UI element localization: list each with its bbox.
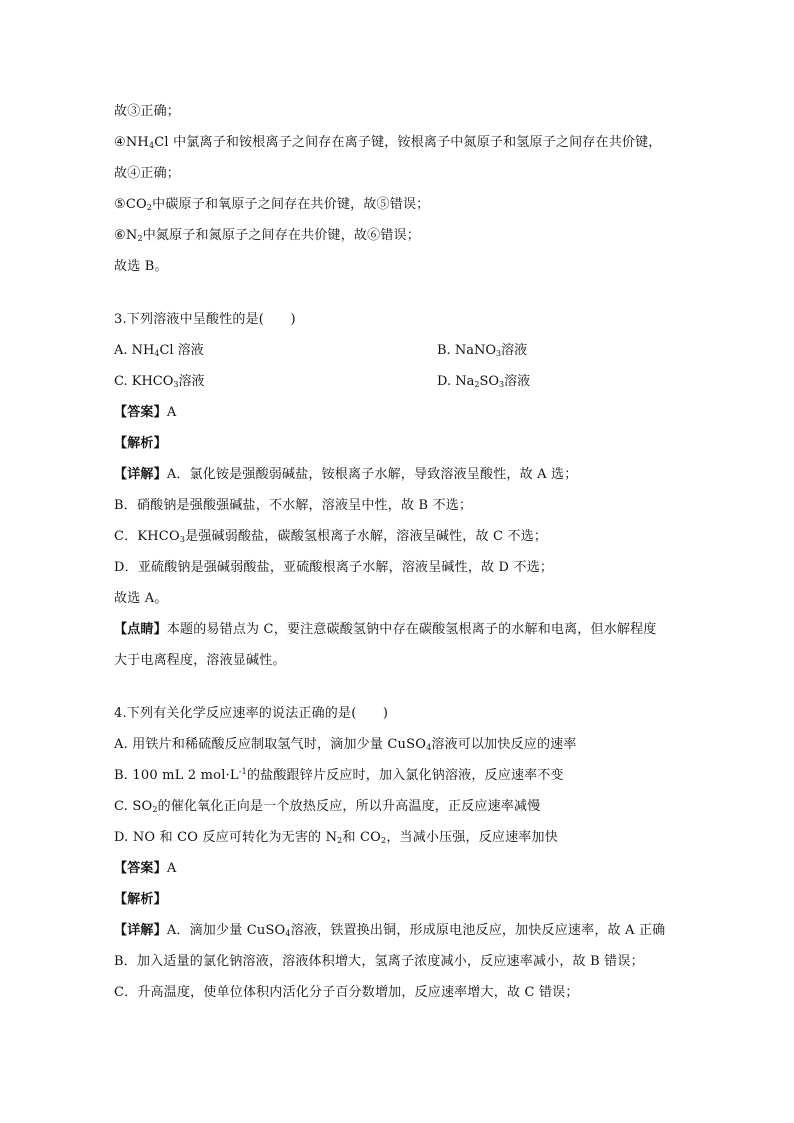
question-stem: 4.下列有关化学反应速率的说法正确的是( ) — [114, 706, 389, 721]
answer-line: 【答案】A — [114, 405, 177, 420]
option-b: B. NaNO$_3$溶液 — [437, 343, 528, 358]
option-d: D. $Na_2SO_3$溶液 — [437, 374, 531, 389]
comment-line: 大于电离程度，溶液显碱性。 — [114, 653, 286, 668]
detail-line: 【详解】A．滴加少量 CuSO$_4$溶液，铁置换出铜，形成原电池反应，加快反应速率，故 A 正确 — [114, 923, 666, 938]
options-row — [114, 335, 684, 366]
detail-line: D．亚硫酸钠是强碱弱酸盐，亚硫酸根离子水解，溶液呈碱性，故 D 不选； — [114, 560, 554, 575]
option-a: A. $NH_4Cl$ 溶液 — [114, 343, 204, 358]
answer-line: 【答案】A — [114, 861, 177, 876]
comment-line: 【点睛】本题的易错点为 C，要注意碳酸氢钠中存在碳酸氢根离子的水解和电离，但水解程度 — [114, 622, 657, 637]
detail-line: 【详解】A．氯化铵是强酸弱碱盐，铵根离子水解，导致溶液呈酸性，故 A 选； — [114, 467, 578, 482]
option-a: A. 用铁片和稀硫酸反应制取氢气时，滴加少量 CuSO$_4$溶液可以加快反应的速率 — [114, 737, 577, 752]
option-c: C. $SO_2$的催化氧化正向是一个放热反应，所以升高温度，正反应速率减慢 — [114, 799, 541, 814]
analysis-heading: 【解析】 — [114, 892, 167, 907]
question-stem: 3.下列溶液中呈酸性的是( ) — [114, 312, 296, 327]
option-d: D. NO 和 CO 反应可转化为无害的 $N_2$和 $CO_2$，当减小压强，反应速率加快 — [114, 830, 558, 845]
document-page — [114, 96, 684, 1008]
text-line: $⑤CO_2$中碳原子和氧原子之间存在共价键，故⑤错误； — [114, 197, 430, 212]
detail-line: C．升高温度，使单位体积内活化分子百分数增加，反应速率增大，故 C 错误； — [114, 985, 579, 1000]
option-b: B. 100 mL 2 $mol\cdot L^{-1}$的盐酸跟锌片反应时，加入氯化钠溶液，反应速率不变 — [114, 767, 564, 783]
options-row — [114, 366, 684, 397]
detail-line: B．硝酸钠是强酸强碱盐，不水解，溶液呈中性，故 B 不选； — [114, 498, 473, 513]
text-line: $④NH_4Cl$ 中氯离子和铵根离子之间存在离子键，铵根离子中氮原子和氢原子之间存在共价键， — [114, 135, 662, 150]
conclusion-line: 故选 A。 — [114, 591, 168, 606]
text-line: 故③正确； — [114, 104, 181, 119]
text-line: 故④正确； — [114, 166, 181, 181]
text-line: 故选 B。 — [114, 259, 168, 274]
option-c: C. $KHCO_3$溶液 — [114, 374, 205, 389]
detail-line: C．$KHCO_3$是强碱弱酸盐，碳酸氢根离子水解，溶液呈碱性，故 C 不选； — [114, 529, 548, 544]
analysis-heading: 【解析】 — [114, 436, 167, 451]
text-line: $⑥N_2$中氮原子和氮原子之间存在共价键，故⑥错误； — [114, 228, 420, 243]
detail-line: B．加入适量的氯化钠溶液，溶液体积增大，氢离子浓度减小，反应速率减小，故 B 错误； — [114, 954, 644, 969]
